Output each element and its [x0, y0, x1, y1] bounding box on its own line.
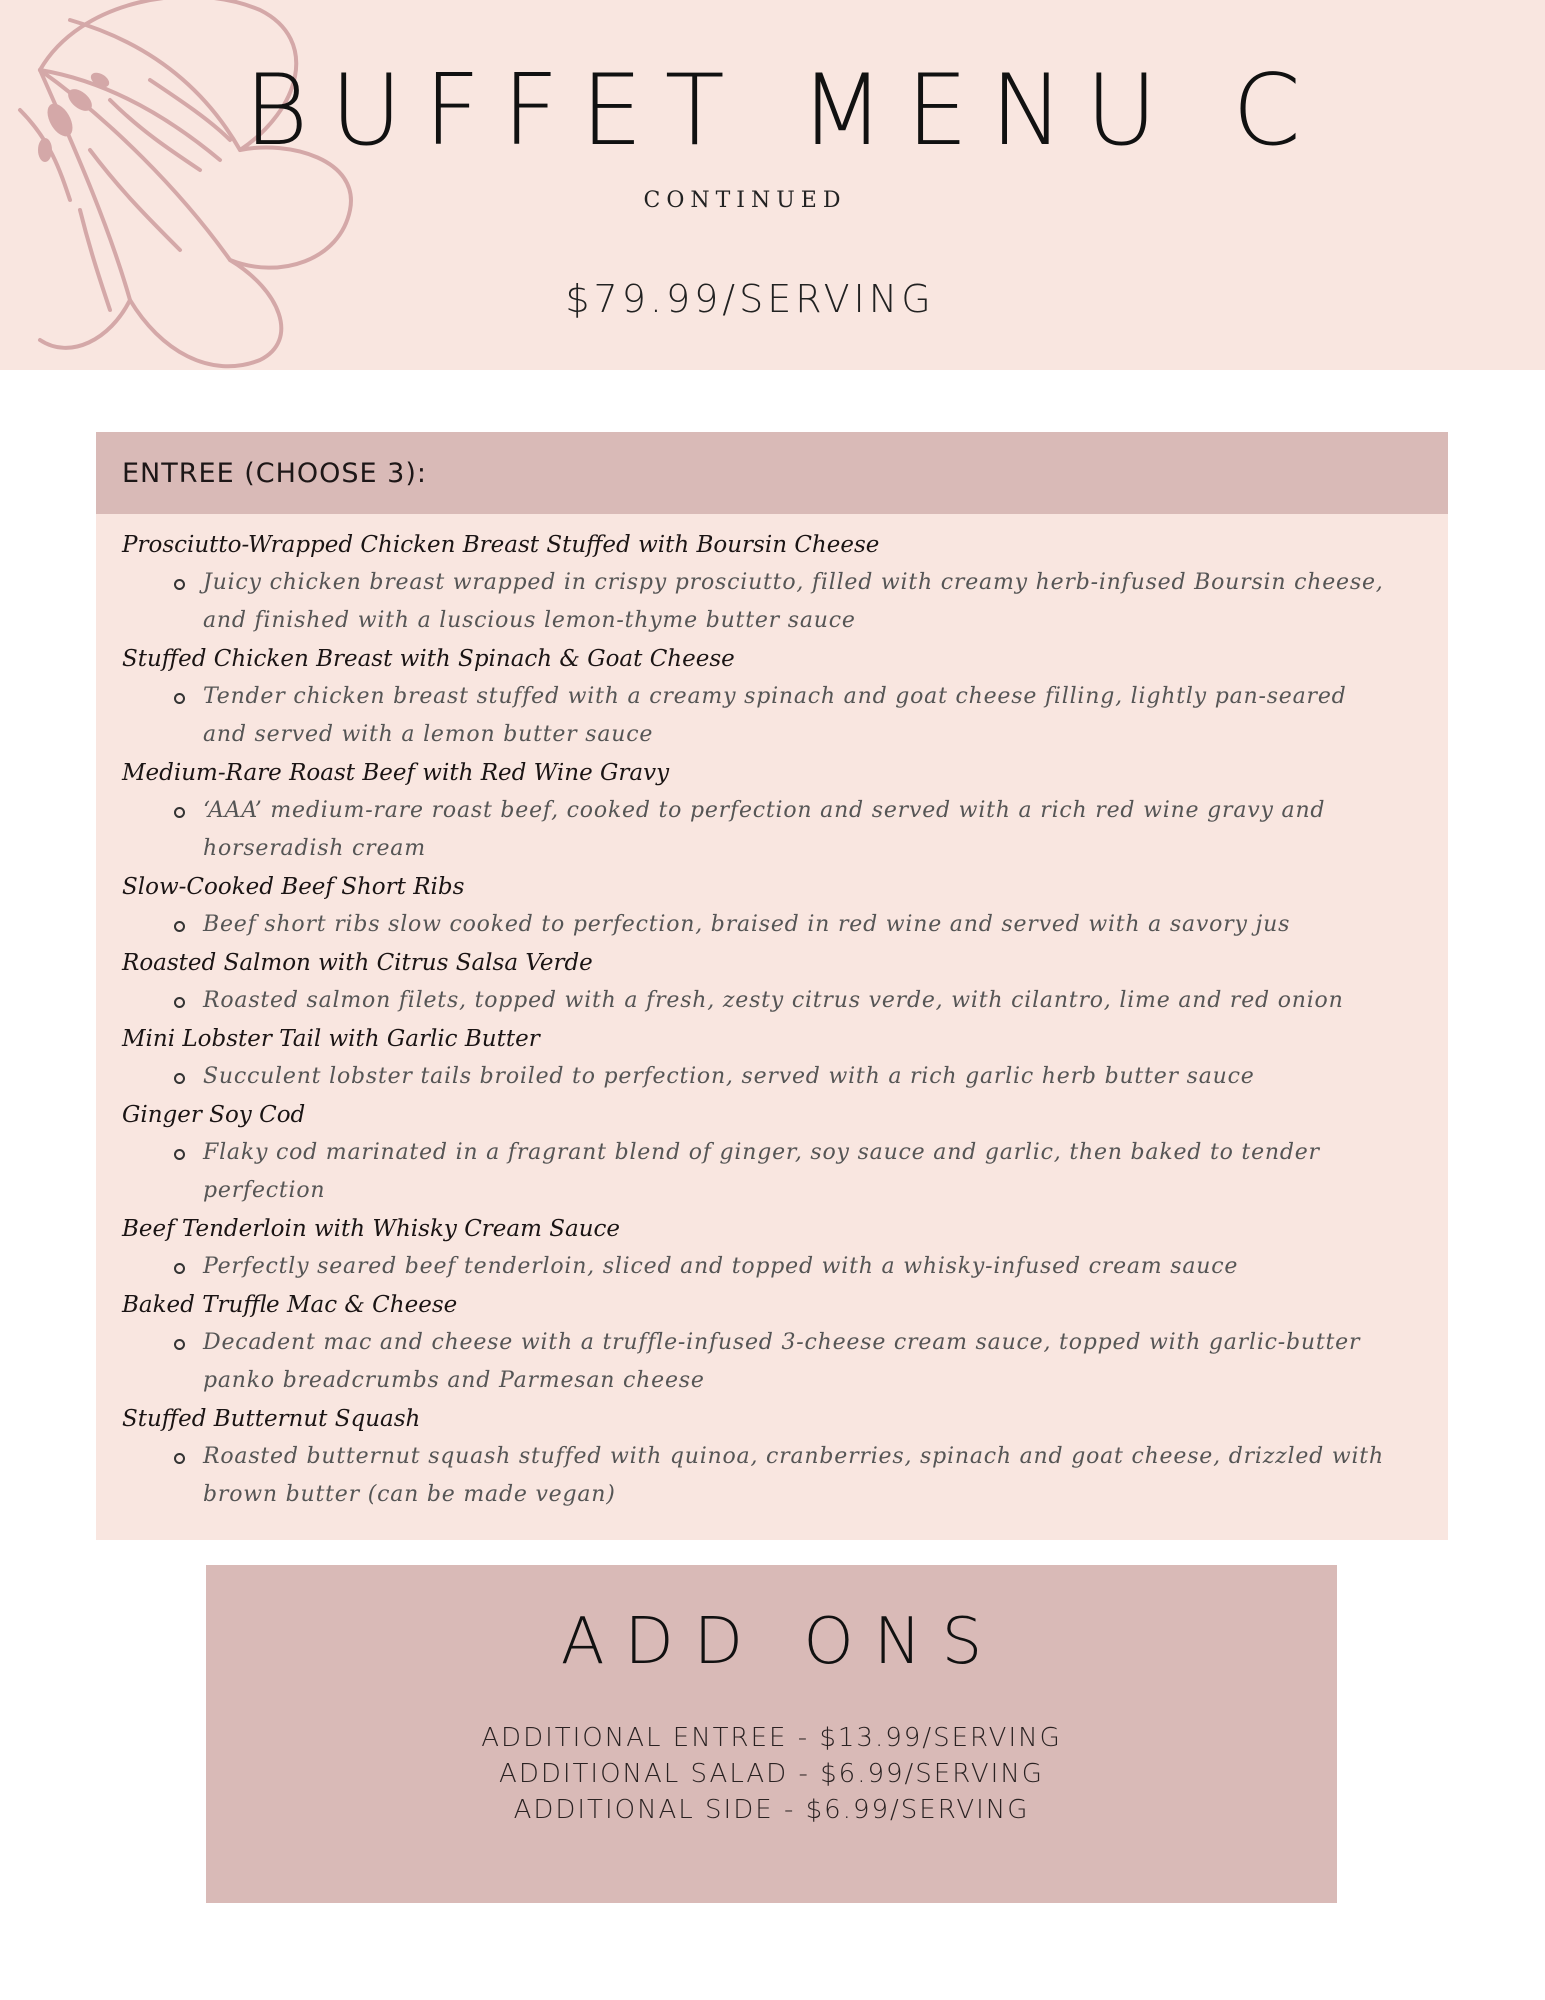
page-title: BUFFET MENU C [244, 54, 1323, 168]
entree-item-description [122, 1134, 1422, 1210]
addon-line: ADDITIONAL ENTREE - $13.99/SERVING [481, 1723, 1062, 1753]
description-line: ‘AAA’ medium-rare roast beef, cooked to perfection and served with a rich red wine gravy and [203, 798, 1326, 823]
serving-price: $79.99/SERVING [565, 277, 935, 321]
description-line: Decadent mac and cheese with a truffle-infused 3-cheese cream sauce, topped with garlic-butter [203, 1330, 1361, 1355]
entree-item-name: Roasted Salmon with Citrus Salsa Verde [122, 950, 593, 976]
entree-item-name: Medium-Rare Roast Beef with Red Wine Gravy [122, 760, 670, 786]
description-line: Perfectly seared beef tenderloin, sliced and topped with a whisky-infused cream sauce [203, 1254, 1239, 1279]
description-line: brown butter (can be made vegan) [203, 1482, 616, 1507]
description-line: perfection [203, 1178, 326, 1203]
entree-item-description [122, 982, 1422, 1020]
entree-item-name: Mini Lobster Tail with Garlic Butter [122, 1026, 540, 1052]
entree-card [96, 432, 1448, 1540]
addon-line: ADDITIONAL SALAD - $6.99/SERVING [499, 1759, 1044, 1789]
entree-item-description [122, 792, 1422, 868]
description-line: and finished with a luscious lemon-thyme butter sauce [203, 608, 856, 633]
bullet-circle-icon [174, 1263, 185, 1274]
bullet-circle-icon [174, 997, 185, 1008]
description-line: and served with a lemon butter sauce [203, 722, 654, 747]
entree-item-name: Prosciutto-Wrapped Chicken Breast Stuffed with Boursin Cheese [122, 532, 880, 558]
entree-item-description [122, 678, 1422, 754]
entree-item-description [122, 564, 1422, 640]
description-line: Roasted butternut squash stuffed with quinoa, cranberries, spinach and goat cheese, drizzled with [203, 1444, 1384, 1469]
bullet-circle-icon [174, 693, 185, 704]
entree-item-name: Stuffed Chicken Breast with Spinach & Goat Cheese [122, 646, 735, 672]
addons-card [206, 1565, 1337, 1903]
entree-item-description [122, 1324, 1422, 1400]
entree-item-description [122, 1438, 1422, 1514]
entree-item-name: Stuffed Butternut Squash [122, 1406, 421, 1432]
description-line: Beef short ribs slow cooked to perfection, braised in red wine and served with a savory jus [203, 912, 1291, 937]
description-line: Succulent lobster tails broiled to perfection, served with a rich garlic herb butter sauce [203, 1064, 1255, 1089]
bullet-circle-icon [174, 579, 185, 590]
bullet-circle-icon [174, 1073, 185, 1084]
bullet-circle-icon [174, 807, 185, 818]
addons-list [206, 1720, 1337, 1828]
entree-item-description [122, 1248, 1422, 1286]
entree-item-description [122, 1058, 1422, 1096]
addon-line: ADDITIONAL SIDE - $6.99/SERVING [513, 1795, 1030, 1825]
entree-item-name: Beef Tenderloin with Whisky Cream Sauce [122, 1216, 621, 1242]
bullet-circle-icon [174, 1339, 185, 1350]
addons-title: ADD ONS [560, 1605, 1003, 1679]
description-line: Tender chicken breast stuffed with a creamy spinach and goat cheese filling, lightly pan-seared [203, 684, 1347, 709]
entree-item-description [122, 906, 1422, 944]
entree-item-name: Baked Truffle Mac & Cheese [122, 1292, 458, 1318]
entree-heading: ENTREE (CHOOSE 3): [96, 432, 1448, 514]
description-line: panko breadcrumbs and Parmesan cheese [203, 1368, 705, 1393]
description-line: Juicy chicken breast wrapped in crispy prosciutto, filled with creamy herb-infused Boursin cheese, [203, 570, 1384, 595]
description-line: horseradish cream [203, 836, 426, 861]
bullet-circle-icon [174, 1149, 185, 1160]
header-band [0, 0, 1545, 370]
bullet-circle-icon [174, 1453, 185, 1464]
bullet-circle-icon [174, 921, 185, 932]
description-line: Flaky cod marinated in a fragrant blend of ginger, soy sauce and garlic, then baked to tender [203, 1140, 1320, 1165]
entree-item-name: Ginger Soy Cod [122, 1102, 306, 1128]
entree-item-name: Slow-Cooked Beef Short Ribs [122, 874, 465, 900]
description-line: Roasted salmon filets, topped with a fresh, zesty citrus verde, with cilantro, lime and red onion [203, 988, 1344, 1013]
entree-list [96, 514, 1448, 1514]
page-subtitle: CONTINUED [643, 188, 847, 213]
